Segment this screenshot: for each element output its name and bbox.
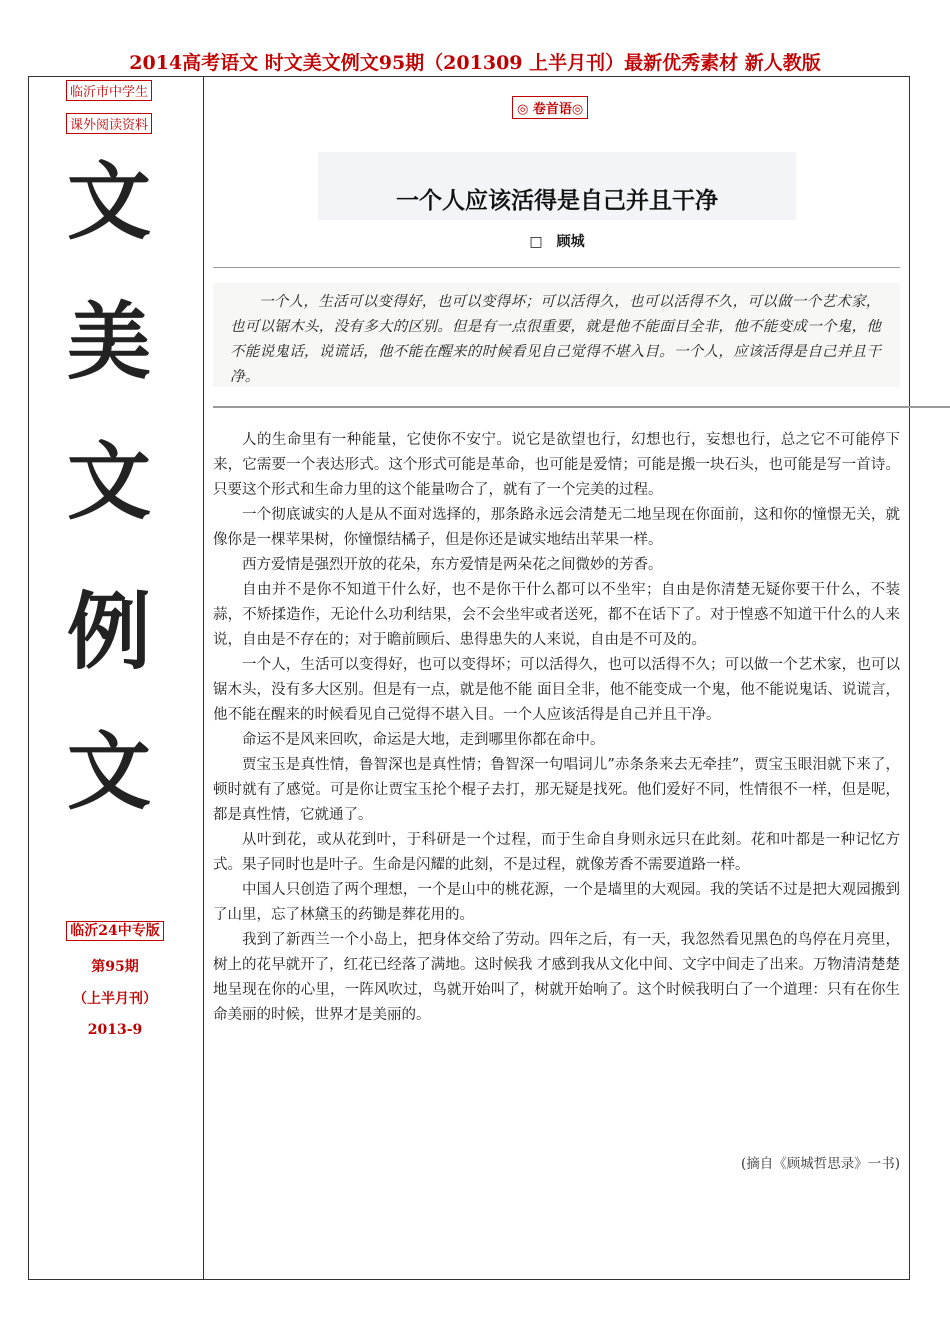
sidebar-label-reading: 课外阅读资料 [66, 113, 152, 134]
paragraph: 人的生命里有一种能量，它使你不安宁。说它是欲望也行，幻想也行，妄想也行，总之它不可能停下来，它需要一个表达形式。这个形式可能是革命，也可能是爱情；可能是搬一块石头，也可能是写一首诗。只要这个形式和生命力里的这个能量吻合了，就有了一个完美的过程。 [213, 432, 900, 498]
divider-top [213, 267, 900, 268]
column-divider [203, 76, 204, 1280]
paragraph: 命运不是风来回吹，命运是大地，走到哪里你都在命中。 [242, 732, 605, 748]
calligraphy-char-1: 文 [66, 152, 151, 251]
calligraphy-char-2: 美 [66, 292, 151, 391]
calligraphy-char-4: 例 [66, 582, 151, 681]
paragraph: 一个人，生活可以变得好，也可以变得坏；可以活得久，也可以活得不久；可以做一个艺术家，也可以锯木头，没有多大区别。但是有一点，就是他不能 面目全非，他不能变成一个鬼，他不能说鬼话、说谎言，他不能在醒来的时候看见自己觉得不堪入目。一个人应该活得是自己并且干净。 [213, 657, 900, 723]
article-body [213, 428, 900, 1028]
paragraph: 一个彻底诚实的人是从不面对选择的，那条路永远会清楚无二地呈现在你面前，这和你的憧憬无关，就像你是一棵苹果树，你憧憬结橘子，但是你还是诚实地结出苹果一样。 [213, 507, 900, 548]
calligraphy-char-5: 文 [66, 722, 151, 821]
paragraph: 中国人只创造了两个理想，一个是山中的桃花源，一个是墙里的大观园。我的笑话不过是把大观园搬到了山里，忘了林黛玉的药锄是葬花用的。 [213, 882, 900, 923]
issue-number: 第95期 [91, 959, 139, 975]
article-title: 一个人应该活得是自己并且干净 [396, 187, 718, 214]
issue-period: （上半月刊） [73, 991, 157, 1007]
document-title: 2014高考语文 时文美文例文95期（201309 上半月刊）最新优秀素材 新人教版 [129, 52, 821, 74]
issue-date: 2013-9 [87, 1022, 143, 1038]
paragraph: 我到了新西兰一个小岛上，把身体交给了劳动。四年之后，有一天，我忽然看见黑色的鸟停在月亮里，树上的花早就开了，红花已经落了满地。这时候我 才感到我从文化中间、文字中间走了出来。万物清清楚楚地呈现在你的心里，一阵风吹过，鸟就开始叫了，树就开始响了。这个时候我明白了一个道理：只有在你生 命美丽的时候，世界才是美丽的。 [213, 932, 900, 1023]
epigraph-quote: 一个人，生活可以变得好，也可以变得坏；可以活得久，也可以活得不久，可以做一个艺术家，也可以锯木头，没有多大的区别。但是有一点很重要，就是他不能面目全非，他不能变成一个鬼，他不能说鬼话，说谎话，他不能在醒来的时候看见自己觉得不堪入目。一个人，应该活得是自己并且干净。 [230, 294, 882, 385]
article-byline: □ 顾城 [529, 234, 585, 250]
paragraph: 贾宝玉是真性情，鲁智深也是真性情；鲁智深一句唱词儿”赤条条来去无牵挂”，贾宝玉眼泪就下来了，顿时就有了感觉。可是你让贾宝玉抡个棍子去打，那无疑是找死。他们爱好不同，性情很不一样，但是呢，都是真性情，它就通了。 [213, 757, 900, 823]
paragraph: 西方爱情是强烈开放的花朵，东方爱情是两朵花之间微妙的芳香。 [242, 557, 663, 573]
sidebar-label-school: 临沂市中学生 [66, 80, 152, 101]
column-tag: ◎ 卷首语◎ [512, 96, 588, 119]
divider-bottom [213, 406, 950, 408]
paragraph: 自由并不是你不知道干什么好，也不是你干什么都可以不坐牢；自由是你清楚无疑你要干什么，不装蒜，不矫揉造作，无论什么功利结果，会不会坐牢或者送死，都不在话下了。对于惶惑不知道干什么的人来说，自由是不存在的；对于瞻前顾后、患得患失的人来说，自由是不可及的。 [213, 582, 900, 648]
article-source: (摘自《顾城哲思录》一书) [740, 1156, 900, 1172]
calligraphy-char-3: 文 [66, 432, 151, 531]
edition-label: 临沂24中专版 [40, 920, 190, 940]
paragraph: 从叶到花，或从花到叶，于科研是一个过程，而于生命自身则永远只在此刻。花和叶都是一种记忆方式。果子同时也是叶子。生命是闪耀的此刻，不是过程，就像芳香不需要道路一样。 [213, 832, 900, 873]
